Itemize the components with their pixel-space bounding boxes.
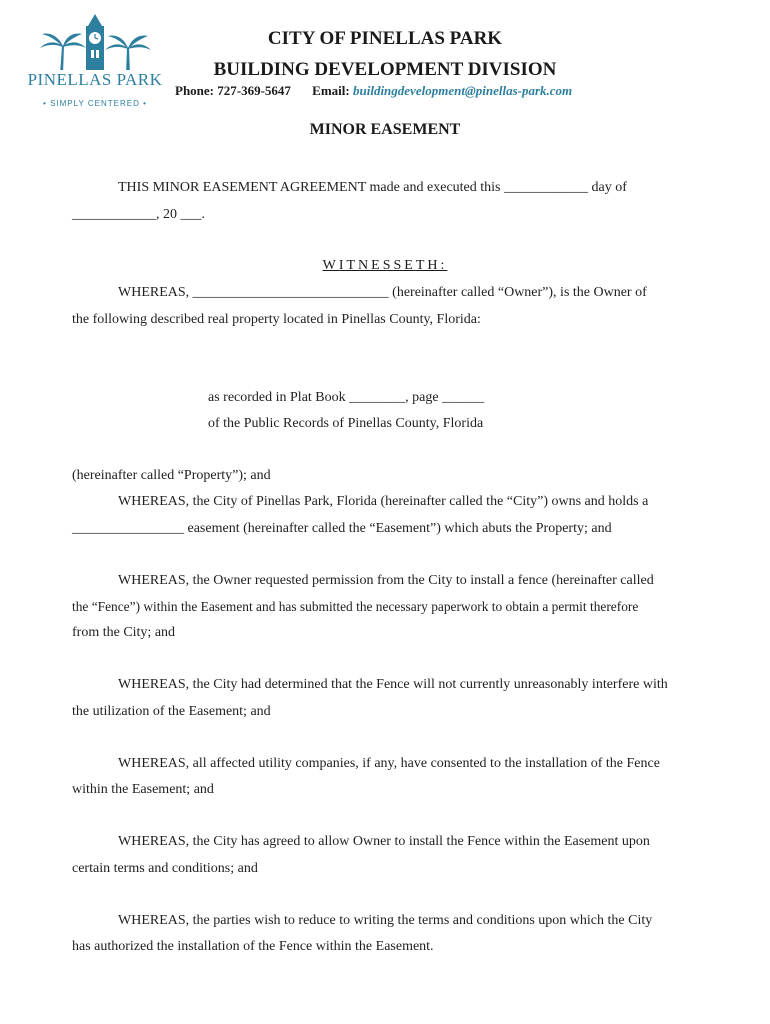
property-line: (hereinafter called “Property”); and: [72, 468, 271, 483]
whereas-fence-line-1: WHEREAS, the Owner requested permission from the City to install a fence (hereinafter called: [118, 573, 654, 588]
intro-line-1: THIS MINOR EASEMENT AGREEMENT made and executed this ____________ day of: [118, 180, 627, 195]
whereas-determined-line-1: WHEREAS, the City had determined that the Fence will not currently unreasonably interfere with: [118, 677, 668, 692]
intro-line-2: ____________, 20 ___.: [72, 207, 205, 222]
whereas-city-line-1: WHEREAS, the City of Pinellas Park, Florida (hereinafter called the “City”) owns and holds a: [118, 494, 649, 509]
logo-name: PINELLAS PARK: [27, 70, 163, 89]
whereas-fence-line-3: from the City; and: [72, 625, 176, 640]
whereas-utility-line-2: within the Easement; and: [72, 782, 214, 797]
whereas-determined-line-2: the utilization of the Easement; and: [72, 704, 271, 719]
phone-text: Phone: 727-369-5647: [175, 83, 291, 98]
city-heading: CITY OF PINELLAS PARK: [267, 28, 503, 49]
contact-line: [175, 83, 572, 99]
email-link[interactable]: buildingdevelopment@pinellas-park.com: [352, 83, 573, 98]
plat-book-line-2: of the Public Records of Pinellas County, Florida: [208, 416, 484, 431]
whereas-fence-line-2: the “Fence”) within the Easement and has submitted the necessary paperwork to obtain a permit therefore: [72, 599, 639, 614]
division-heading: BUILDING DEVELOPMENT DIVISION: [213, 59, 557, 80]
whereas-agreed-line-1: WHEREAS, the City has agreed to allow Owner to install the Fence within the Easement upon: [118, 834, 650, 849]
whereas-parties-line-1: WHEREAS, the parties wish to reduce to writing the terms and conditions upon which the City: [118, 913, 653, 928]
whereas-owner-line-2: the following described real property located in Pinellas County, Florida:: [72, 312, 481, 327]
logo-tagline: • SIMPLY CENTERED •: [43, 99, 147, 108]
whereas-owner-line-1: WHEREAS, ____________________________ (hereinafter called “Owner”), is the Owner of: [118, 285, 647, 300]
whereas-city-line-2: ________________ easement (hereinafter called the “Easement”) which abuts the Property; and: [72, 521, 612, 536]
whereas-parties-line-2: has authorized the installation of the Fence within the Easement.: [72, 939, 434, 954]
whereas-agreed-line-2: certain terms and conditions; and: [72, 861, 258, 876]
whereas-utility-line-1: WHEREAS, all affected utility companies, if any, have consented to the installation of the Fence: [118, 756, 660, 771]
witnesseth-heading: WITNESSETH:: [322, 258, 448, 273]
plat-book-line-1: as recorded in Plat Book ________, page ______: [208, 390, 485, 405]
document-title: MINOR EASEMENT: [309, 121, 461, 138]
email-label: Email:: [312, 83, 350, 98]
